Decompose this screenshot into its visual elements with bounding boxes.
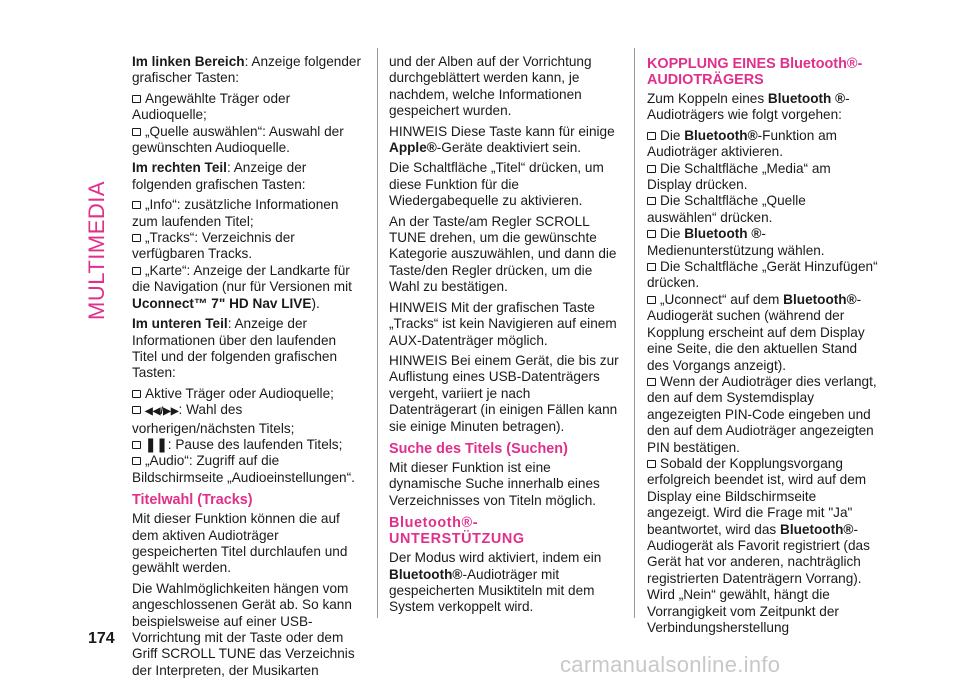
text: : Anzeige der folgenden grafischen Tasten: [132,160,307,192]
text: „Tracks“: Verzeichnis der verfügbaren Tracks. [132,230,295,262]
text: ). [311,295,320,311]
checkbox-bullet-icon [132,128,141,136]
paragraph: HINWEIS Mit der grafischen Taste „Tracks“ ist kein Navigieren auf einem AUX-Datenträger möglich. [389,299,617,348]
text: „Quelle auswählen“: Auswahl der gewünschten Audioquelle. [132,123,344,156]
checkbox-bullet-icon [132,406,141,414]
heading-line: UNTERSTÜTZUNG [389,531,525,548]
checkbox-bullet-icon [132,267,141,275]
bullet-item [132,197,364,312]
paragraph [389,550,621,616]
text: Der Modus wird aktiviert, indem ein [389,550,602,566]
bold-term: Im unteren Teil [132,316,228,332]
section-heading [389,515,621,547]
bold-term: Uconnect™ 7" HD Nav LIVE [132,295,312,311]
column-3 [647,54,879,640]
text: Die Schaltfläche „Media“ am Display drücken. [647,160,831,193]
heading-line: KOPPLUNG EINES Bluetooth®- [647,56,863,72]
paragraph: Mit dieser Funktion können die auf dem aktiven Audioträger gespeicherten Titel durchlaufen und gewählt werden. [132,511,348,576]
paragraph [132,316,364,382]
watermark: carmanualsonline.info [560,652,781,677]
section-heading: Titelwahl (Tracks) [132,492,253,509]
section-title: MULTIMEDIA [84,180,109,320]
paragraph: Die Wahlmöglichkeiten hängen vom angeschlossenen Gerät ab. So kann beispielsweise auf einer USB-Vorrichtung mit der Taste oder dem Griff SCROLL TUNE das Verzeichnis der Interpreten, der Musikarten [132,580,355,678]
pause-icon: ❚❚ [145,436,168,452]
checkbox-bullet-icon [132,234,141,242]
text: -Audioträger mit gespeicherten Musiktiteln mit dem System verkoppelt wird. [389,566,595,615]
column-divider [634,48,635,618]
checkbox-bullet-icon [647,263,656,271]
text: -Audiogerät suchen (während der Kopplung erscheint auf dem Display eine Seite, die den aktuellen Stand des Vorgangs anzeigt). [647,291,865,373]
paragraph: und der Alben auf der Vorrichtung durchgeblättert werden kann, je nachdem, welche Informationen gespeichert wurden. [389,54,592,119]
column-2 [389,54,621,620]
checkbox-bullet-icon [647,132,656,140]
checkbox-bullet-icon [647,230,656,238]
paragraph [647,91,879,124]
section-heading [647,56,879,88]
checkbox-bullet-icon [132,390,141,398]
text: Zum Koppeln eines [647,91,765,106]
text: : Wahl des vorherigen/nächsten Titels; [132,402,295,436]
prev-next-icon: ◀◀/▶▶ [145,406,179,418]
bullet-list [647,128,879,637]
checkbox-bullet-icon [647,296,656,304]
bold-term: Bluetooth® [780,521,854,537]
bullet-item [132,91,364,157]
paragraph: Mit dieser Funktion ist eine dynamische Suche innerhalb eines Verzeichnisses von Titeln möglich. [389,459,600,508]
paragraph [389,124,621,157]
bold-term: Im linken Bereich [132,54,245,69]
checkbox-bullet-icon [132,95,141,103]
bold-term: Apple® [389,140,437,156]
text: Die Schaltfläche „Gerät Hinzufügen“ drücken. [647,259,878,291]
text: „Uconnect“ auf dem [660,291,780,307]
text: -Audiogerät als Favorit registriert (das Gerät hat vor anderen, nachträglich registrierten Datenträgern Vorrang). Wird „Nein“ gewählt, hängt die Vorrangigkeit vom Zeitpunkt der Verbindungsherstellung [647,521,870,635]
text: „Karte“: Anzeige der Landkarte für die Navigation (nur für Versionen mit [132,262,352,295]
column-divider [377,48,378,618]
bold-term: Im rechten Teil [132,160,227,176]
text: : Anzeige folgender grafischer Tasten: [132,54,361,86]
paragraph: HINWEIS Bei einem Gerät, die bis zur Auflistung eines USB-Datenträgers vergeht, variiert je nach Datenträgerart (in einigen Fällen kann sie einige Minuten betragen). [389,352,619,434]
text: Sobald der Kopplungsvorgang erfolgreich beendet ist, wird auf dem Display eine Bildschirmseite angezeigt. Wird die Frage mit "Ja" beantwortet, wird das [647,455,867,537]
paragraph [132,54,364,87]
text: Wenn der Audioträger dies verlangt, den auf dem Systemdisplay angezeigten PIN-Code eingeben und den auf dem Audioträger angezeigten PIN bestätigen. [647,373,877,455]
bold-term: Bluetooth® [389,566,463,582]
bullet-item [132,386,364,486]
section-title-vertical [84,180,114,320]
text: „Audio“: Zugriff auf die Bildschirmseite „Audioeinstellungen“. [132,453,355,485]
checkbox-bullet-icon [647,197,656,205]
text: HINWEIS Diese Taste kann für einige [389,123,615,139]
paragraph: Die Schaltfläche „Titel“ drücken, um diese Funktion für die Wiedergabequelle zu aktivieren. [389,160,604,209]
bold-term: Bluetooth® [783,291,857,307]
text: -Funktion am Audioträger aktivieren. [647,127,837,160]
bold-term: Bluetooth ® [684,226,762,242]
column-1 [132,54,364,683]
text: Die [660,226,681,242]
text: -Geräte deaktiviert sein. [436,140,582,156]
checkbox-bullet-icon [647,165,656,173]
checkbox-bullet-icon [647,378,656,386]
page-number: 174 [88,630,115,647]
bold-term: Bluetooth® [684,127,758,143]
text: -Medienunterstützung wählen. [647,226,825,258]
bold-term: Bluetooth ® [767,91,846,106]
section-heading: Suche des Titels (Suchen) [389,440,568,457]
text: Die [660,127,681,143]
text: Angewählte Träger oder Audioquelle; [132,90,291,123]
text: : Anzeige der Informationen über den laufenden Titel und der folgenden grafischen Tasten: [132,316,338,381]
text: Die Schaltfläche „Quelle auswählen“ drücken. [647,193,806,225]
text: : Pause des laufenden Titels; [167,436,343,452]
heading-line: Bluetooth®- [389,515,479,532]
checkbox-bullet-icon [132,441,141,449]
text: -Audioträgers wie folgt vorgehen: [647,91,850,123]
text: „Info“: zusätzliche Informationen zum laufenden Titel; [132,197,339,229]
checkbox-bullet-icon [132,457,141,465]
checkbox-bullet-icon [132,201,141,209]
checkbox-bullet-icon [647,460,656,468]
heading-line: AUDIOTRÄGERS [647,72,764,88]
text: Aktive Träger oder Audioquelle; [145,385,334,401]
paragraph: An der Taste/am Regler SCROLL TUNE drehen, um die gewünschte Kategorie auszuwählen, und dann die Taste/den Regler drücken, um die Wahl zu bestätigen. [389,213,617,295]
paragraph [132,160,364,193]
